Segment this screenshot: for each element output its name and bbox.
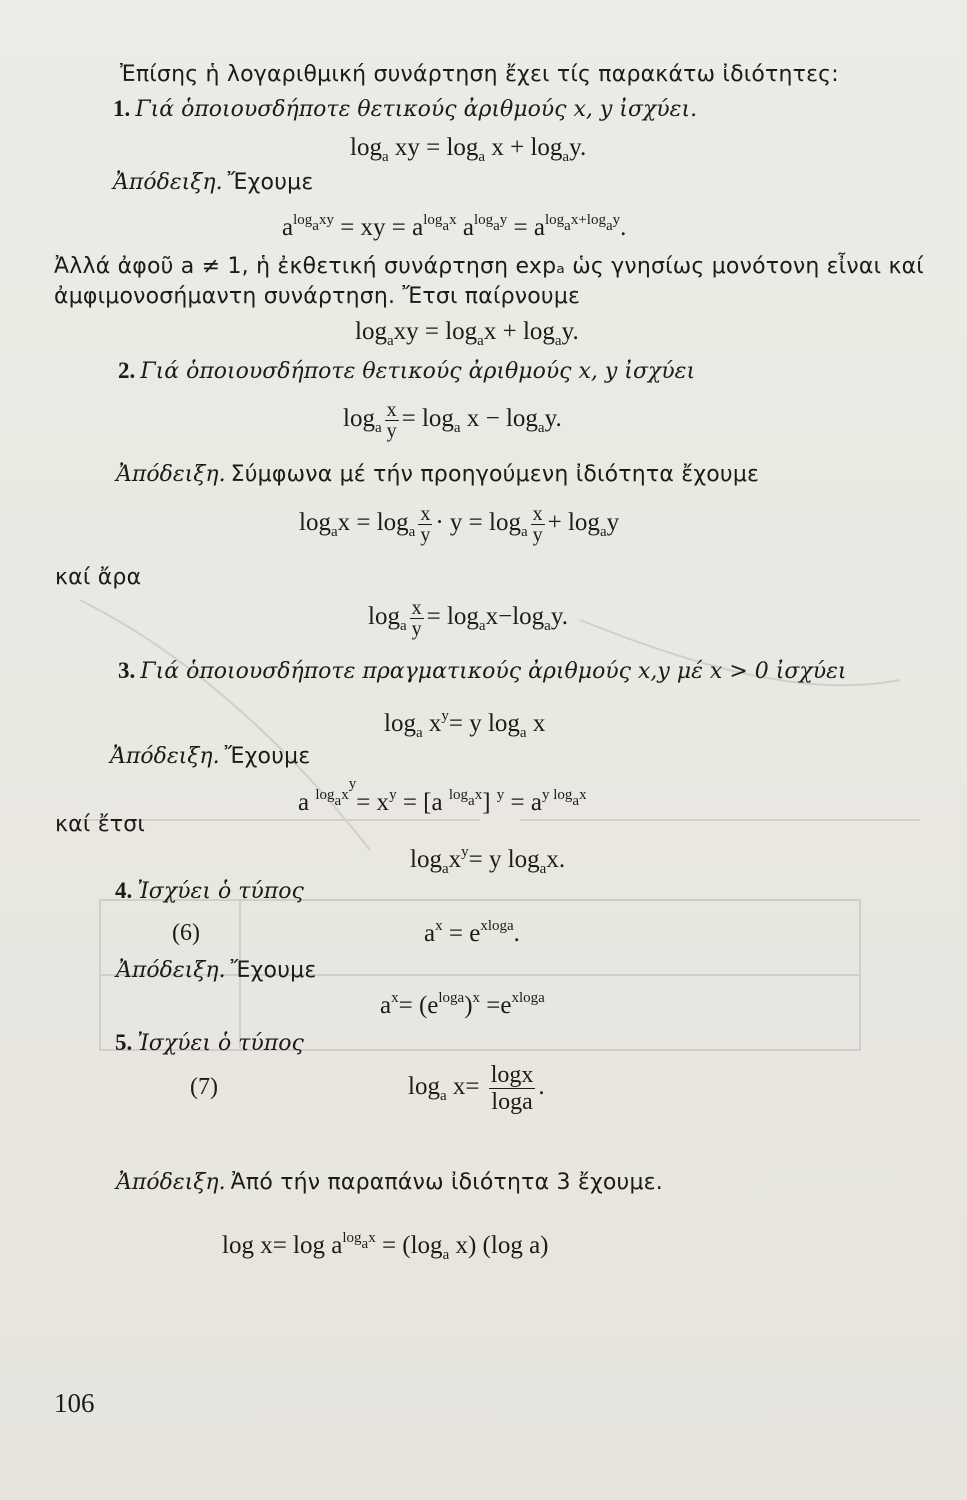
proof-5-equation: $\log x= \log a^{log_ax} = (\log_a$ x) (log a) — [222, 1230, 549, 1263]
argument-line-2: ἀμφιμονοσήμαντη συνάρτηση. Ἔτσι παίρνουμε — [54, 284, 581, 309]
proof-4-line — [116, 958, 316, 983]
property-2-result: $\log_a$ $\frac{x}{y}$ = $\log_ax-\log_ay$. — [368, 597, 568, 640]
proof-2-text: Σύμφωνα μέ τήν προηγούμενη ἰδιότητα ἔχουμε — [230, 462, 760, 487]
property-4-statement — [115, 878, 304, 904]
proof-2-line — [116, 462, 759, 487]
page-number: 106 — [54, 1388, 95, 1418]
proof-label: Ἀπόδειξη. — [116, 462, 226, 487]
proof-3-line — [110, 744, 310, 769]
property-4-number: 4. — [115, 878, 133, 903]
property-1-formula: $\log_a$ xy = $\log_a x + \log_ay$. — [350, 134, 587, 165]
we-have-text: Ἔχουμε — [224, 744, 311, 769]
property-1-text: Γιά ὁποιουσδήποτε θετικούς ἀριθμούς x, y ἰσχύει. — [135, 97, 698, 122]
proof-label: Ἀπόδειξη. — [110, 744, 220, 769]
proof-label: Ἀπόδειξη. — [116, 958, 226, 983]
property-3-number: 3. — [118, 658, 136, 683]
formula-tag-7: (7) — [190, 1074, 218, 1100]
proof-label: Ἀπόδειξη. — [113, 170, 223, 195]
proof-4-equation: $a^x= (e^{loga})^x =e^{xloga}$ — [380, 990, 545, 1019]
property-5-statement — [115, 1030, 304, 1056]
property-2-formula: $\log_a$ $\frac{x}{y}$ = $\log_a x - \log_ay$. — [343, 399, 562, 442]
property-2-number: 2. — [118, 358, 136, 383]
we-have-text: Ἔχουμε — [227, 170, 314, 195]
property-5-formula: $\log_a x=$ $\frac{\log x}{\log a}$ . — [408, 1062, 545, 1115]
property-5-text: Ἰσχύει ὁ τύπος — [137, 1031, 304, 1056]
property-2-text: Γιά ὁποιουσδήποτε θετικούς ἀριθμούς x, y ἰσχύει — [140, 359, 696, 384]
we-have-text: Ἔχουμε — [230, 958, 317, 983]
property-4-formula: $a^x = e^{xloga}$. — [424, 918, 520, 947]
intro-line: Ἐπίσης ἡ λογαριθμική συνάρτηση ἔχει τίς παρακάτω ἰδιότητες: — [120, 62, 839, 87]
proof-3-equation: a $^{log_ax^y}= x^y = [a$ $^{log_ax}$] $^y = a^{y log_ax}$ — [298, 776, 587, 816]
proof-5-line — [116, 1170, 663, 1195]
property-1-statement — [113, 96, 697, 122]
proof-5-text: Ἀπό τήν παραπάνω ἰδιότητα 3 ἔχουμε. — [230, 1170, 663, 1195]
property-1-result: $\log_axy = \log_ax + \log_ay$. — [355, 318, 579, 349]
proof-label: Ἀπόδειξη. — [116, 1170, 226, 1195]
and-so-text: καί ἔτσι — [55, 812, 146, 837]
proof-1-line — [113, 170, 313, 195]
property-1-number: 1. — [113, 96, 131, 121]
property-3-statement — [118, 658, 847, 684]
property-2-statement — [118, 358, 695, 384]
formula-tag-6: (6) — [172, 920, 200, 946]
property-3-text: Γιά ὁποιουσδήποτε πραγματικούς ἀριθμούς x,y μέ x > 0 ἰσχύει — [140, 659, 847, 684]
argument-line-1: Ἀλλά ἀφοῦ a ≠ 1, ἡ ἐκθετική συνάρτηση expₐ ὡς γνησίως μονότονη εἶναι καί — [54, 254, 924, 279]
proof-2-equation: $\log_ax = \log_a$ $\frac{x}{y}$ · $y = \log_a$ $\frac{x}{y}$ + $\log_ay$ — [299, 503, 620, 546]
property-4-text: Ἰσχύει ὁ τύπος — [137, 879, 304, 904]
property-5-number: 5. — [115, 1030, 133, 1055]
property-3-formula: $\log_a x^y= y$ $\log_a x$ — [384, 708, 546, 741]
property-3-result: $\log_ax^y= y$ $\log_ax$. — [410, 844, 566, 877]
proof-1-equation: $a^{log_axy}$ = xy = $a^{log_ax}$ $a^{log_ay} = a^{log_ax+log_ay}$. — [282, 212, 627, 241]
and-thus-text: καί ἄρα — [55, 565, 142, 590]
